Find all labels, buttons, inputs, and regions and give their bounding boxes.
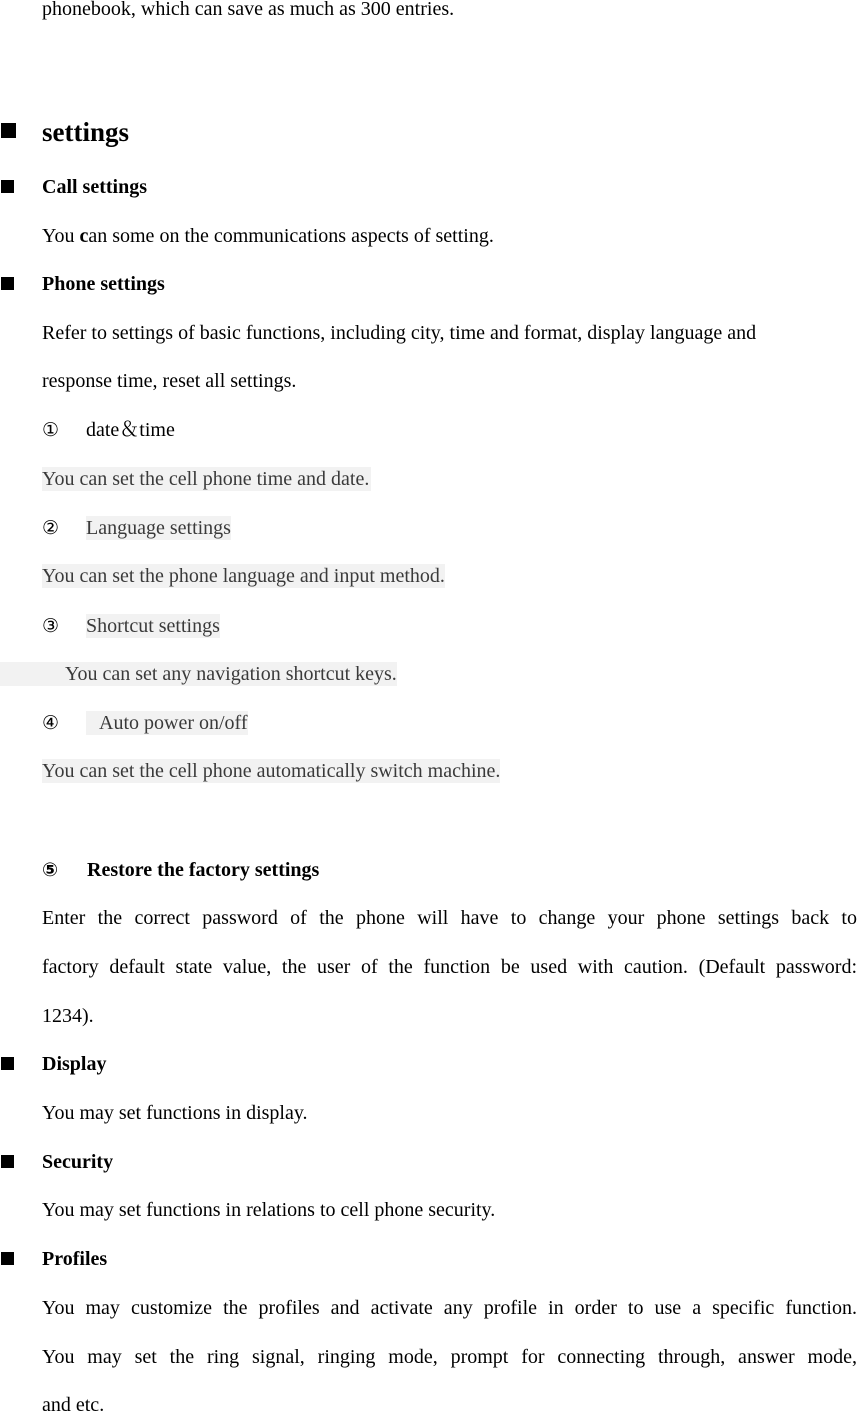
- phone-settings-desc-line1: Refer to settings of basic functions, including city, time and format, display language and: [42, 322, 757, 344]
- item-desc-auto-power: You can set the cell phone automatically switch machine.: [42, 760, 501, 782]
- display-desc: You may set functions in display.: [42, 1102, 308, 1124]
- item-label-shortcut: Shortcut settings: [86, 615, 220, 637]
- intro-text: phonebook, which can save as much as 300 entries.: [42, 0, 455, 20]
- item-marker: ③: [42, 615, 60, 637]
- profiles-desc-line1: You may customize the profiles and activate any profile in order to use a specific function.: [42, 1297, 857, 1319]
- item-label-auto-power: Auto power on/off: [86, 711, 248, 735]
- section-title: settings: [42, 117, 129, 147]
- call-settings-desc: You can some on the communications aspects of setting.: [42, 225, 494, 247]
- profiles-heading: Profiles: [42, 1248, 108, 1270]
- item-label-date-time: date＆time: [86, 419, 175, 441]
- item-desc-restore-line1: Enter the correct password of the phone will have to change your phone settings back to: [42, 907, 857, 929]
- security-desc: You may set functions in relations to cell phone security.: [42, 1199, 496, 1221]
- item-label-restore: Restore the factory settings: [87, 859, 320, 881]
- phone-settings-desc-line2: response time, reset all settings.: [42, 370, 297, 392]
- item-label-language: Language settings: [86, 517, 231, 539]
- item-marker: ②: [42, 517, 60, 539]
- item-desc-date-time: You can set the cell phone time and date.: [42, 468, 370, 490]
- item-marker: ④: [42, 712, 60, 734]
- item-desc-restore-line3: 1234).: [42, 1005, 94, 1027]
- display-heading: Display: [42, 1053, 107, 1075]
- bullet-square-icon: [1, 180, 14, 193]
- bullet-square-icon: [1, 1057, 14, 1070]
- item-desc-shortcut: You can set any navigation shortcut keys.: [0, 662, 397, 686]
- item-marker: ⑤: [42, 859, 59, 881]
- item-desc-restore-line2: factory default state value, the user of the function be used with caution. (Default password:: [42, 956, 857, 978]
- bullet-square-icon: [1, 277, 14, 290]
- bullet-square-icon: [1, 123, 16, 138]
- profiles-desc-line2: You may set the ring signal, ringing mode, prompt for connecting through, answer mode,: [42, 1346, 857, 1368]
- call-settings-heading: Call settings: [42, 176, 147, 198]
- profiles-desc-line3: and etc.: [42, 1394, 105, 1416]
- phone-settings-heading: Phone settings: [42, 273, 165, 295]
- security-heading: Security: [42, 1151, 114, 1173]
- item-desc-language: You can set the phone language and input method.: [42, 565, 445, 587]
- item-marker: ①: [42, 419, 60, 441]
- bullet-square-icon: [1, 1155, 14, 1168]
- bullet-square-icon: [1, 1252, 14, 1265]
